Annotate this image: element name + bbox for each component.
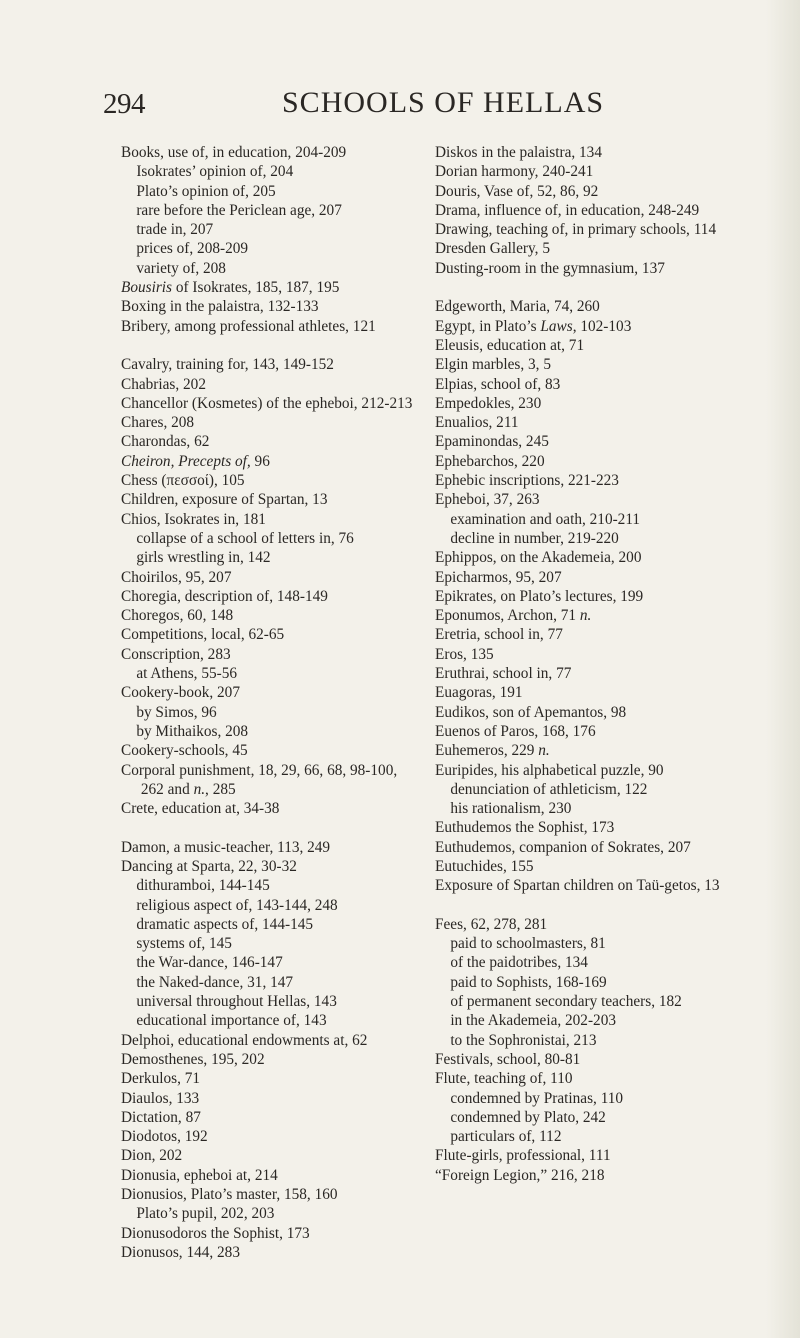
- index-entry-text: the War-dance, 146-147: [136, 954, 283, 972]
- index-entry: [435, 182, 737, 201]
- index-entry-text: Diodotos, 192: [121, 1128, 208, 1146]
- index-entry: [435, 1050, 737, 1069]
- index-letter-group: [435, 915, 737, 1185]
- index-entry: [121, 761, 423, 800]
- index-entry-text: particulars of, 112: [450, 1128, 562, 1146]
- index-entry: [121, 799, 423, 818]
- index-entry-text: dithuramboi, 144-145: [136, 877, 270, 895]
- index-entry-text: Eutuchides, 155: [435, 857, 534, 875]
- index-entry-text: , 102-103: [572, 317, 632, 335]
- index-subentry: [121, 953, 423, 972]
- index-entry: [435, 876, 737, 895]
- index-entry-text: Choregos, 60, 148: [121, 607, 234, 625]
- index-entry-text: Cookery-schools, 45: [121, 742, 248, 760]
- index-subentry: [435, 934, 737, 953]
- index-entry-text: educational importance of, 143: [136, 1012, 327, 1030]
- index-column-right: [435, 143, 737, 1204]
- index-entry-text: Children, exposure of Spartan, 13: [121, 491, 328, 509]
- index-entry-text: of permanent secondary teachers, 182: [450, 993, 682, 1011]
- index-entry: [121, 1089, 423, 1108]
- index-entry-text: Demosthenes, 195, 202: [121, 1050, 265, 1068]
- index-subentry: [121, 162, 423, 181]
- index-entry-text: Laws: [540, 317, 573, 335]
- index-entry-text: Douris, Vase of, 52, 86, 92: [435, 182, 599, 200]
- index-entry-text: Dionusia, epheboi at, 214: [121, 1166, 278, 1184]
- index-subentry: [435, 1031, 737, 1050]
- index-entry-text: Dresden Gallery, 5: [435, 240, 550, 258]
- index-entry-text: to the Sophronistai, 213: [450, 1031, 597, 1049]
- index-subentry: [435, 992, 737, 1011]
- index-letter-group: [121, 838, 423, 1263]
- index-entry: [435, 452, 737, 471]
- index-entry-text: Elpias, school of, 83: [435, 375, 561, 393]
- index-entry-text: Corporal punishment, 18, 29, 66, 68, 98-100, 262 and: [121, 761, 398, 798]
- index-subentry: [435, 1108, 737, 1127]
- index-entry-text: Epicharmos, 95, 207: [435, 568, 562, 586]
- index-entry-text: Chios, Isokrates in, 181: [121, 510, 266, 528]
- index-entry-text: Flute, teaching of, 110: [435, 1070, 573, 1088]
- index-subentry: [435, 1127, 737, 1146]
- index-entry-text: Delphoi, educational endowments at, 62: [121, 1031, 368, 1049]
- index-subentry: [435, 1011, 737, 1030]
- index-entry-text: Dion, 202: [121, 1147, 183, 1165]
- index-entry: [435, 1146, 737, 1165]
- index-entry: [121, 1185, 423, 1204]
- index-entry: [435, 915, 737, 934]
- index-subentry: [121, 548, 423, 567]
- index-entry: [435, 587, 737, 606]
- index-entry: [121, 143, 423, 162]
- index-entry-text: trade in, 207: [136, 221, 214, 239]
- index-entry: [435, 317, 737, 336]
- index-entry-text: of the paidotribes, 134: [450, 954, 588, 972]
- index-entry: [435, 1166, 737, 1185]
- index-entry: [121, 375, 423, 394]
- index-subentry: [121, 1204, 423, 1223]
- index-entry-text: n.: [579, 607, 592, 625]
- index-subentry: [121, 876, 423, 895]
- index-entry-text: Diaulos, 133: [121, 1089, 200, 1107]
- index-entry: [121, 1069, 423, 1088]
- index-entry-text: by Mithaikos, 208: [136, 722, 249, 740]
- index-entry: [121, 568, 423, 587]
- index-subentry: [121, 664, 423, 683]
- index-subentry: [121, 1011, 423, 1030]
- index-entry-text: Conscription, 283: [121, 645, 231, 663]
- index-entry-text: Cheiron, Precepts of,: [121, 452, 251, 470]
- index-entry: [121, 471, 423, 490]
- index-subentry: [435, 953, 737, 972]
- index-entry: [435, 606, 737, 625]
- index-entry-text: collapse of a school of letters in, 76: [136, 529, 354, 547]
- index-entry: [435, 568, 737, 587]
- index-entry: [435, 1069, 737, 1088]
- index-entry-text: examination and oath, 210-211: [450, 510, 641, 528]
- index-entry-text: religious aspect of, 143-144, 248: [136, 896, 338, 914]
- index-entry-text: Dictation, 87: [121, 1108, 201, 1126]
- index-letter-group: [121, 355, 423, 818]
- index-entry-text: Chess (πεσσοί), 105: [121, 472, 245, 490]
- index-entry-text: Chares, 208: [121, 414, 195, 432]
- index-entry-text: Eponumos, Archon, 71: [435, 607, 580, 625]
- index-subentry: [121, 529, 423, 548]
- index-entry-text: Dusting-room in the gymnasium, 137: [435, 259, 665, 277]
- index-entry-text: Drama, influence of, in education, 248-249: [435, 201, 700, 219]
- index-entry-text: Books, use of, in education, 204-209: [121, 144, 347, 161]
- index-entry: [435, 722, 737, 741]
- index-entry: [121, 741, 423, 760]
- index-entry-text: the Naked-dance, 31, 147: [136, 973, 294, 991]
- index-entry: [121, 1050, 423, 1069]
- index-entry: [435, 664, 737, 683]
- index-entry-text: Empedokles, 230: [435, 394, 542, 412]
- index-entry: [121, 1108, 423, 1127]
- index-entry-text: Euenos of Paros, 168, 176: [435, 722, 596, 740]
- index-entry: [121, 490, 423, 509]
- index-entry-text: Epheboi, 37, 263: [435, 491, 540, 509]
- index-entry-text: Diskos in the palaistra, 134: [435, 144, 602, 161]
- index-entry: [121, 452, 423, 471]
- index-subentry: [121, 896, 423, 915]
- index-entry-text: Dionusos, 144, 283: [121, 1243, 240, 1261]
- index-subentry: [121, 915, 423, 934]
- index-entry-text: Eruthrai, school in, 77: [435, 665, 572, 683]
- index-entry: [435, 220, 737, 239]
- index-entry: [121, 1146, 423, 1165]
- index-entry-text: Choirilos, 95, 207: [121, 568, 232, 586]
- index-entry: [121, 683, 423, 702]
- index-subentry: [435, 799, 737, 818]
- index-entry-text: in the Akademeia, 202-203: [450, 1012, 616, 1030]
- index-entry: [435, 548, 737, 567]
- index-entry: [121, 1224, 423, 1243]
- index-entry-text: rare before the Periclean age, 207: [136, 201, 342, 219]
- index-entry-text: Isokrates’ opinion of, 204: [136, 163, 294, 181]
- index-entry: [121, 1031, 423, 1050]
- index-entry: [435, 683, 737, 702]
- index-subentry: [435, 780, 737, 799]
- index-subentry: [121, 201, 423, 220]
- index-entry: [435, 741, 737, 760]
- index-entry-text: Flute-girls, professional, 111: [435, 1147, 611, 1165]
- index-entry-text: Chancellor (Kosmetes) of the epheboi, 212-213: [121, 394, 413, 412]
- index-entry-text: Bribery, among professional athletes, 121: [121, 317, 376, 335]
- index-entry: [435, 490, 737, 509]
- index-entry-text: condemned by Pratinas, 110: [450, 1089, 624, 1107]
- index-entry: [121, 857, 423, 876]
- index-letter-group: [121, 143, 423, 336]
- index-entry-text: variety of, 208: [136, 259, 226, 277]
- index-entry-text: at Athens, 55-56: [136, 665, 238, 683]
- index-entry-text: Dancing at Sparta, 22, 30-32: [121, 857, 297, 875]
- index-subentry: [121, 992, 423, 1011]
- index-entry: [435, 838, 737, 857]
- index-entry-text: prices of, 208-209: [136, 240, 249, 258]
- index-subentry: [121, 182, 423, 201]
- index-entry: [435, 471, 737, 490]
- index-column-left: [121, 143, 423, 1282]
- index-entry: [435, 761, 737, 780]
- index-entry-text: Fees, 62, 278, 281: [435, 915, 548, 933]
- index-entry: [435, 162, 737, 181]
- index-entry: [435, 432, 737, 451]
- index-entry-text: Euripides, his alphabetical puzzle, 90: [435, 761, 664, 779]
- index-entry-text: Dorian harmony, 240-241: [435, 163, 594, 181]
- index-entry-text: 96: [250, 452, 270, 470]
- index-entry-text: , 285: [205, 780, 236, 798]
- index-entry-text: Charondas, 62: [121, 433, 210, 451]
- index-entry: [121, 838, 423, 857]
- index-entry-text: dramatic aspects of, 144-145: [136, 915, 314, 933]
- index-entry-text: systems of, 145: [136, 935, 232, 953]
- index-entry-text: “Foreign Legion,” 216, 218: [435, 1166, 605, 1184]
- index-entry: [435, 259, 737, 278]
- index-entry-text: Eros, 135: [435, 645, 494, 663]
- index-entry: [121, 625, 423, 644]
- index-entry: [435, 336, 737, 355]
- index-subentry: [121, 973, 423, 992]
- index-entry: [121, 606, 423, 625]
- index-entry: [435, 857, 737, 876]
- index-entry: [121, 432, 423, 451]
- index-subentry: [121, 220, 423, 239]
- index-entry-text: by Simos, 96: [136, 703, 217, 721]
- index-entry: [435, 413, 737, 432]
- index-entry-text: Choregia, description of, 148-149: [121, 587, 328, 605]
- index-subentry: [121, 239, 423, 258]
- index-entry-text: paid to schoolmasters, 81: [450, 935, 606, 953]
- index-entry-text: Epaminondas, 245: [435, 433, 549, 451]
- index-entry: [121, 645, 423, 664]
- index-entry-text: girls wrestling in, 142: [136, 549, 271, 567]
- index-entry: [121, 297, 423, 316]
- index-subentry: [121, 934, 423, 953]
- index-entry: [121, 317, 423, 336]
- index-subentry: [121, 703, 423, 722]
- index-entry-text: Elgin marbles, 3, 5: [435, 356, 551, 374]
- index-entry: [435, 201, 737, 220]
- index-entry-text: Euhemeros, 229: [435, 742, 539, 760]
- index-entry: [121, 1127, 423, 1146]
- index-entry: [435, 239, 737, 258]
- index-entry: [121, 413, 423, 432]
- index-entry-text: universal throughout Hellas, 143: [136, 993, 337, 1011]
- index-subentry: [121, 722, 423, 741]
- index-subentry: [435, 973, 737, 992]
- index-subentry: [435, 1089, 737, 1108]
- index-entry-text: Derkulos, 71: [121, 1070, 201, 1088]
- index-entry-text: n.: [538, 742, 550, 760]
- index-entry-text: Cavalry, training for, 143, 149-152: [121, 356, 334, 374]
- index-entry-text: Bousiris: [121, 279, 172, 297]
- index-entry: [121, 587, 423, 606]
- index-entry-text: Ephebic inscriptions, 221-223: [435, 472, 619, 490]
- index-entry: [121, 510, 423, 529]
- index-entry-text: denunciation of athleticism, 122: [450, 780, 648, 798]
- index-entry-text: his rationalism, 230: [450, 800, 572, 818]
- index-entry: [435, 645, 737, 664]
- index-entry: [435, 297, 737, 316]
- index-entry-text: Egypt, in Plato’s: [435, 317, 541, 335]
- index-entry: [121, 355, 423, 374]
- index-entry: [121, 278, 423, 297]
- index-entry-text: Ephippos, on the Akademeia, 200: [435, 549, 642, 567]
- index-entry-text: Euthudemos, companion of Sokrates, 207: [435, 838, 691, 856]
- index-entry-text: Plato’s pupil, 202, 203: [136, 1205, 275, 1223]
- index-entry-text: Competitions, local, 62-65: [121, 626, 285, 644]
- index-entry: [121, 1243, 423, 1262]
- index-entry: [435, 703, 737, 722]
- index-entry: [121, 394, 423, 413]
- index-entry-text: Exposure of Spartan children on Taü-getos, 13: [435, 877, 720, 895]
- index-entry-text: Ephebarchos, 220: [435, 452, 545, 470]
- page-edge-shading: [766, 0, 800, 1338]
- running-head: SCHOOLS OF HELLAS: [282, 86, 605, 119]
- index-entry-text: Plato’s opinion of, 205: [136, 182, 276, 200]
- index-entry-text: Euagoras, 191: [435, 684, 523, 702]
- index-entry-text: n.: [193, 780, 206, 798]
- index-subentry: [435, 529, 737, 548]
- index-entry-text: Eleusis, education at, 71: [435, 336, 585, 354]
- index-letter-group: [435, 297, 737, 895]
- index-entry-text: Crete, education at, 34-38: [121, 800, 280, 818]
- index-entry: [121, 1166, 423, 1185]
- index-entry: [435, 375, 737, 394]
- index-entry-text: Drawing, teaching of, in primary schools, 114: [435, 221, 717, 239]
- index-entry-text: Dionusodoros the Sophist, 173: [121, 1224, 310, 1242]
- index-entry-text: Chabrias, 202: [121, 375, 206, 393]
- index-entry-text: Enualios, 211: [435, 414, 519, 432]
- index-entry-text: Euthudemos the Sophist, 173: [435, 819, 615, 837]
- index-entry-text: Dionusios, Plato’s master, 158, 160: [121, 1186, 338, 1204]
- index-entry: [435, 625, 737, 644]
- index-entry-text: Festivals, school, 80-81: [435, 1050, 581, 1068]
- index-entry-text: Cookery-book, 207: [121, 684, 240, 702]
- index-subentry: [121, 259, 423, 278]
- index-letter-group: [435, 143, 737, 278]
- index-entry: [435, 143, 737, 162]
- index-entry-text: of Isokrates, 185, 187, 195: [172, 279, 340, 297]
- index-entry-text: condemned by Plato, 242: [450, 1108, 606, 1126]
- index-entry-text: decline in number, 219-220: [450, 529, 619, 547]
- index-entry-text: Boxing in the palaistra, 132-133: [121, 298, 319, 316]
- index-entry: [435, 394, 737, 413]
- page-number: 294: [103, 88, 145, 120]
- index-entry-text: Damon, a music-teacher, 113, 249: [121, 838, 331, 856]
- index-entry: [435, 355, 737, 374]
- index-entry-text: Epikrates, on Plato’s lectures, 199: [435, 587, 644, 605]
- index-entry-text: paid to Sophists, 168-169: [450, 973, 607, 991]
- index-subentry: [435, 510, 737, 529]
- index-entry-text: Eudikos, son of Apemantos, 98: [435, 703, 627, 721]
- index-entry-text: Edgeworth, Maria, 74, 260: [435, 298, 600, 316]
- index-entry-text: Eretria, school in, 77: [435, 626, 563, 644]
- index-entry: [435, 818, 737, 837]
